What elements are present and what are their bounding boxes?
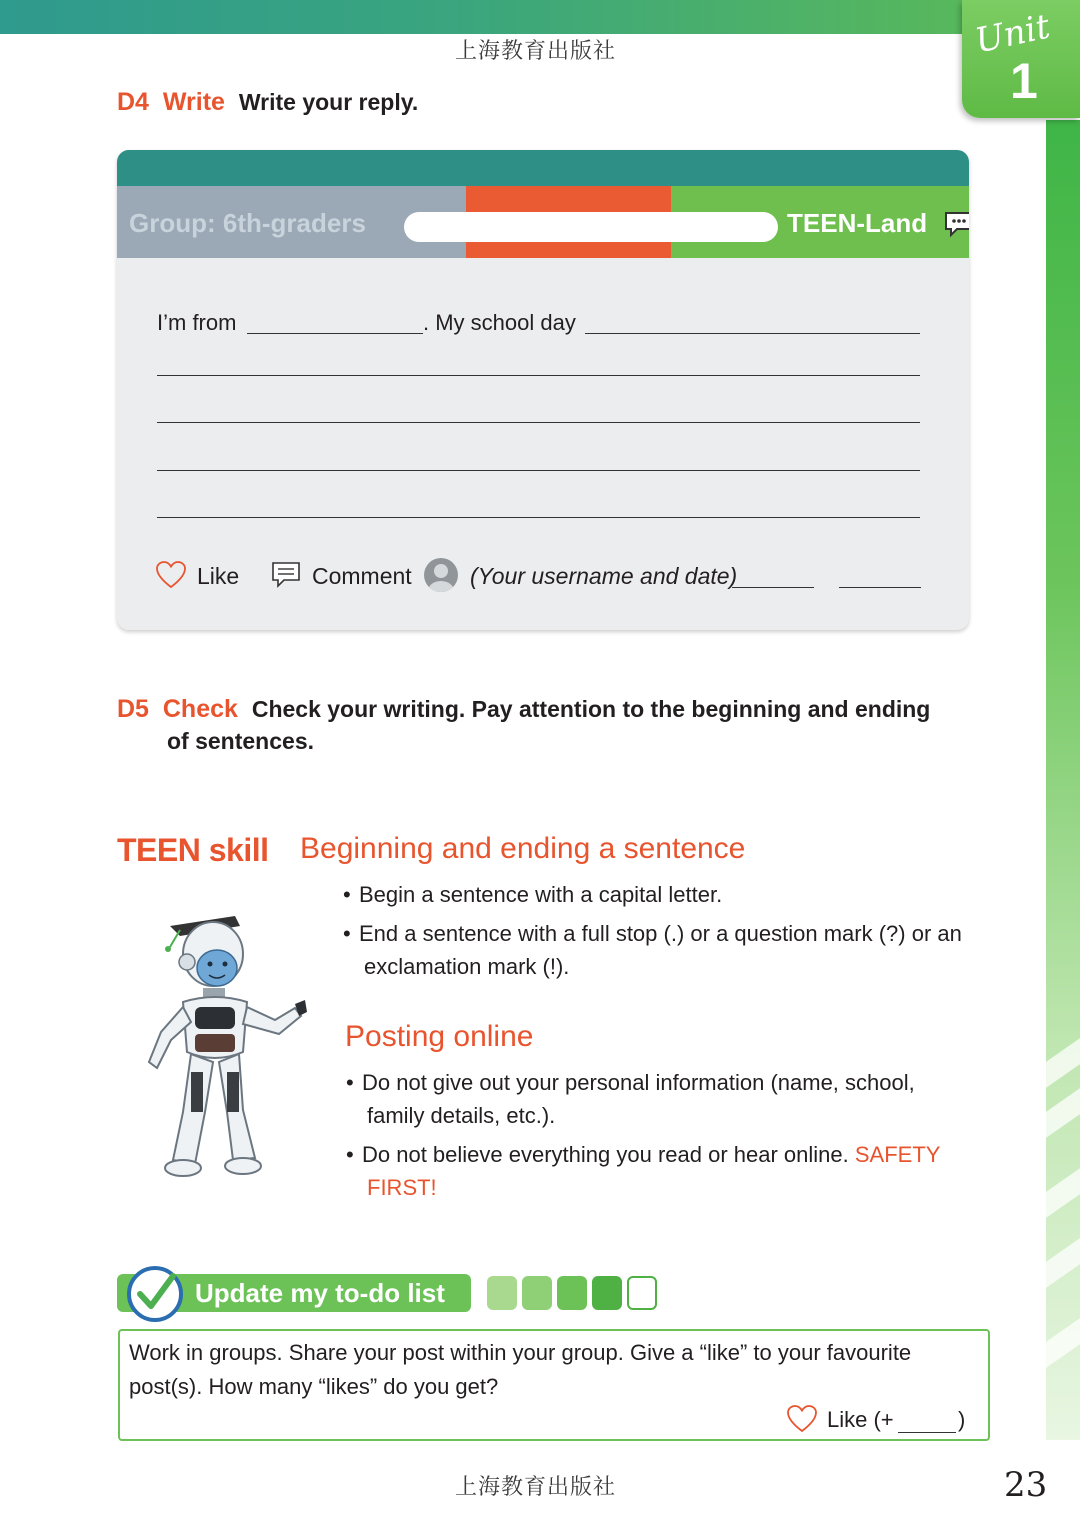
d5-code: D5 <box>117 695 149 723</box>
blank-username[interactable] <box>732 587 814 588</box>
like-button[interactable]: Like <box>197 563 240 589</box>
group-label: Group: 6th-graders <box>129 208 366 238</box>
d5-instruction: Check your writing. Pay attention to the beginning and ending <box>251 696 931 722</box>
writing-line[interactable] <box>157 375 920 376</box>
card-top-bar <box>117 150 969 186</box>
progress-square-filled <box>487 1276 517 1310</box>
skill-bullet: • End a sentence with a full stop (.) or a question mark (?) or an <box>343 921 962 946</box>
reply-line-1-middle: . My school day <box>423 310 576 335</box>
posting-bullet: • Do not believe everything you read or hear online. SAFETY <box>346 1142 941 1167</box>
publisher-header: 上海教育出版社 <box>455 39 617 64</box>
d5-verb: Check <box>162 695 238 723</box>
skill-heading: Beginning and ending a sentence <box>300 832 746 865</box>
d4-instruction: Write your reply. <box>238 89 419 115</box>
posting-bullet-cont: family details, etc.). <box>367 1103 556 1128</box>
signature-prompt: (Your username and date) <box>470 563 738 589</box>
d4-verb: Write <box>162 88 225 116</box>
writing-line[interactable] <box>157 422 920 423</box>
d5-heading <box>117 695 930 724</box>
progress-square-filled <box>522 1276 552 1310</box>
robot-illustration <box>135 912 310 1184</box>
skill-bullet-cont: exclamation mark (!). <box>364 954 570 979</box>
user-icon <box>424 558 458 592</box>
comment-icon <box>270 560 302 590</box>
task-text: Work in groups. Share your post within your group. Give a “like” to your favourite <box>129 1340 912 1365</box>
heart-icon <box>786 1404 818 1434</box>
d4-code: D4 <box>117 88 149 116</box>
top-color-band <box>0 0 1000 34</box>
reply-line-1-start: I’m from <box>157 310 237 335</box>
unit-number: 1 <box>1010 53 1038 109</box>
brand-name: TEEN-Land <box>787 208 928 238</box>
safety-note-cont: FIRST! <box>367 1175 437 1200</box>
like-count-close: ) <box>958 1407 966 1432</box>
search-bar[interactable] <box>404 212 778 242</box>
heart-icon <box>155 560 187 590</box>
unit-label: Unit <box>971 6 1054 62</box>
progress-square-filled <box>592 1276 622 1310</box>
d4-heading <box>117 88 418 117</box>
comment-button[interactable]: Comment <box>312 563 412 589</box>
page-number: 23 <box>1004 1465 1048 1505</box>
posting-bullet: • Do not give out your personal information (name, school, <box>346 1070 915 1095</box>
task-text-cont: post(s). How many “likes” do you get? <box>129 1374 499 1399</box>
writing-line[interactable] <box>157 517 920 518</box>
like-count-label: Like (+ <box>827 1407 894 1432</box>
chat-bubble-icon <box>943 210 969 238</box>
skill-bullet: • Begin a sentence with a capital letter. <box>343 882 723 907</box>
check-circle <box>127 1266 183 1322</box>
blank-city[interactable] <box>247 333 423 334</box>
safety-note: SAFETY <box>854 1142 941 1167</box>
teen-skill-label: TEEN skill <box>117 832 269 868</box>
blank-school-day[interactable] <box>585 333 920 334</box>
blank-date[interactable] <box>839 587 921 588</box>
blank-like-count[interactable] <box>898 1432 956 1433</box>
posting-heading: Posting online <box>345 1020 534 1053</box>
checkmark-icon <box>131 1270 179 1318</box>
progress-square-empty <box>627 1276 657 1310</box>
publisher-footer: 上海教育出版社 <box>455 1475 617 1500</box>
writing-line[interactable] <box>157 470 920 471</box>
progress-square-filled <box>557 1276 587 1310</box>
update-title: Update my to-do list <box>195 1278 445 1308</box>
post-card <box>117 150 969 630</box>
avatar <box>424 558 458 592</box>
d5-instruction-cont: of sentences. <box>167 728 314 754</box>
